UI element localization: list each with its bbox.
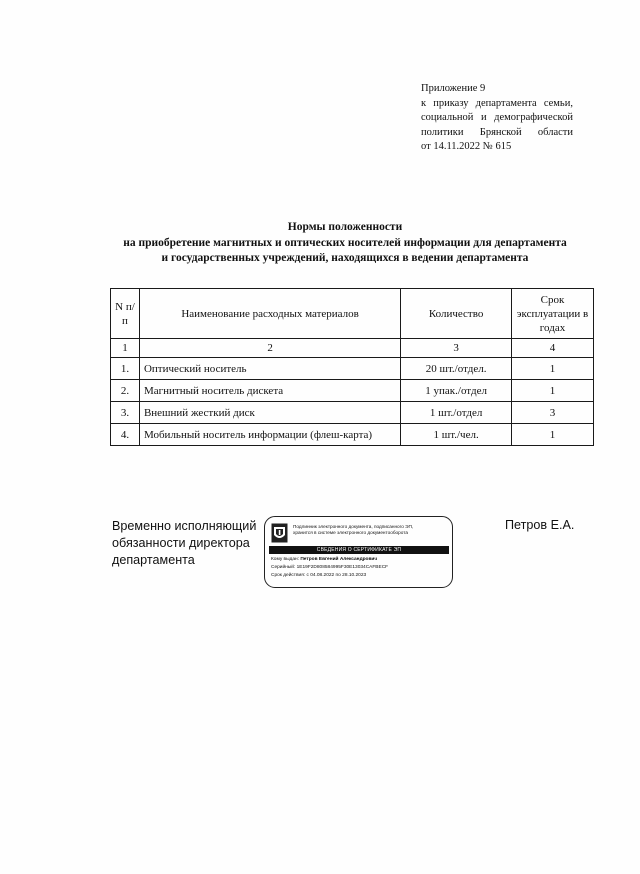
table-header-row [111,289,594,339]
header-term: Срок эксплуатации в годах [512,289,594,339]
position-line-2: обязанности директора [112,536,250,550]
appendix-word: политики [421,126,464,138]
appendix-number: Приложение 9 [421,83,486,94]
row-term: 1 [512,358,594,380]
row-qty: 1 шт./отдел [401,402,512,424]
title-line-2: на приобретение магнитных и оптических носителей информации для департамента [123,236,567,249]
row-qty: 20 шт./отдел. [401,358,512,380]
table-row [111,358,594,380]
row-qty: 1 упак./отдел [401,380,512,402]
signer-position [112,518,272,569]
appendix-word: к [421,97,427,109]
row-term: 3 [512,402,594,424]
row-name: Магнитный носитель дискета [139,380,400,402]
row-name: Мобильный носитель информации (флеш-карта) [139,424,400,446]
stamp-validity [271,572,451,580]
row-term: 1 [512,424,594,446]
serial-label: Серийный: [271,565,296,570]
appendix-order-line [421,97,573,112]
column-number: 1 [111,339,140,358]
header-num: N п/п [111,289,140,339]
row-num: 3. [111,402,140,424]
appendix-word: приказу [433,97,469,109]
appendix-word: и [480,112,487,124]
document-title [100,220,590,267]
stamp-serial [271,564,451,572]
row-name: Внешний жесткий диск [139,402,400,424]
row-term: 1 [512,380,594,402]
position-line-3: департамента [112,553,195,567]
coat-of-arms-icon [271,523,288,543]
row-num: 1. [111,358,140,380]
table-row [111,402,594,424]
appendix-word: департамента [475,97,537,109]
appendix-word: социальной [421,112,474,124]
row-name: Оптический носитель [139,358,400,380]
table-row [111,380,594,402]
issued-to-label: Кому выдан: [271,557,299,562]
header-name: Наименование расходных материалов [139,289,400,339]
appendix-block [421,82,573,155]
appendix-department-line [421,111,573,126]
signer-name: Петров Е.А. [505,518,575,532]
issued-to-value: Петров Евгений Александрович [300,557,378,562]
appendix-word: семьи, [543,97,573,109]
title-line-3: и государственных учреждений, находящихся в ведении департамента [161,252,529,264]
appendix-region-line [421,126,573,141]
appendix-word: демографической [494,112,573,124]
stamp-details [271,556,451,580]
validity-label: Срок действия: [271,573,306,578]
table-row [111,424,594,446]
stamp-header-line-1: Подлинник электронного документа, подписанного ЭП, [293,524,414,529]
electronic-signature-stamp [264,516,453,588]
validity-value: с 04.08.2022 по 28.10.2023 [306,573,367,578]
serial-value: 1E19F2D808584995F30E13034CAFBECF [296,565,389,570]
column-number-row [111,339,594,358]
stamp-certificate-bar: СВЕДЕНИЯ О СЕРТИФИКАТЕ ЭП [269,546,449,554]
row-num: 2. [111,380,140,402]
stamp-header-line-2: хранится в системе электронного документооборота [293,530,408,535]
appendix-date: от 14.11.2022 № 615 [421,141,512,153]
row-num: 4. [111,424,140,446]
column-number: 2 [139,339,400,358]
position-line-1: Временно исполняющий [112,519,257,533]
stamp-issued-to [271,556,451,564]
norms-table [110,288,594,446]
row-qty: 1 шт./чел. [401,424,512,446]
stamp-header [293,524,451,536]
appendix-word: Брянской [479,126,522,138]
column-number: 4 [512,339,594,358]
appendix-word: области [537,126,573,138]
header-qty: Количество [401,289,512,339]
column-number: 3 [401,339,512,358]
title-line-1: Нормы положенности [287,221,403,233]
